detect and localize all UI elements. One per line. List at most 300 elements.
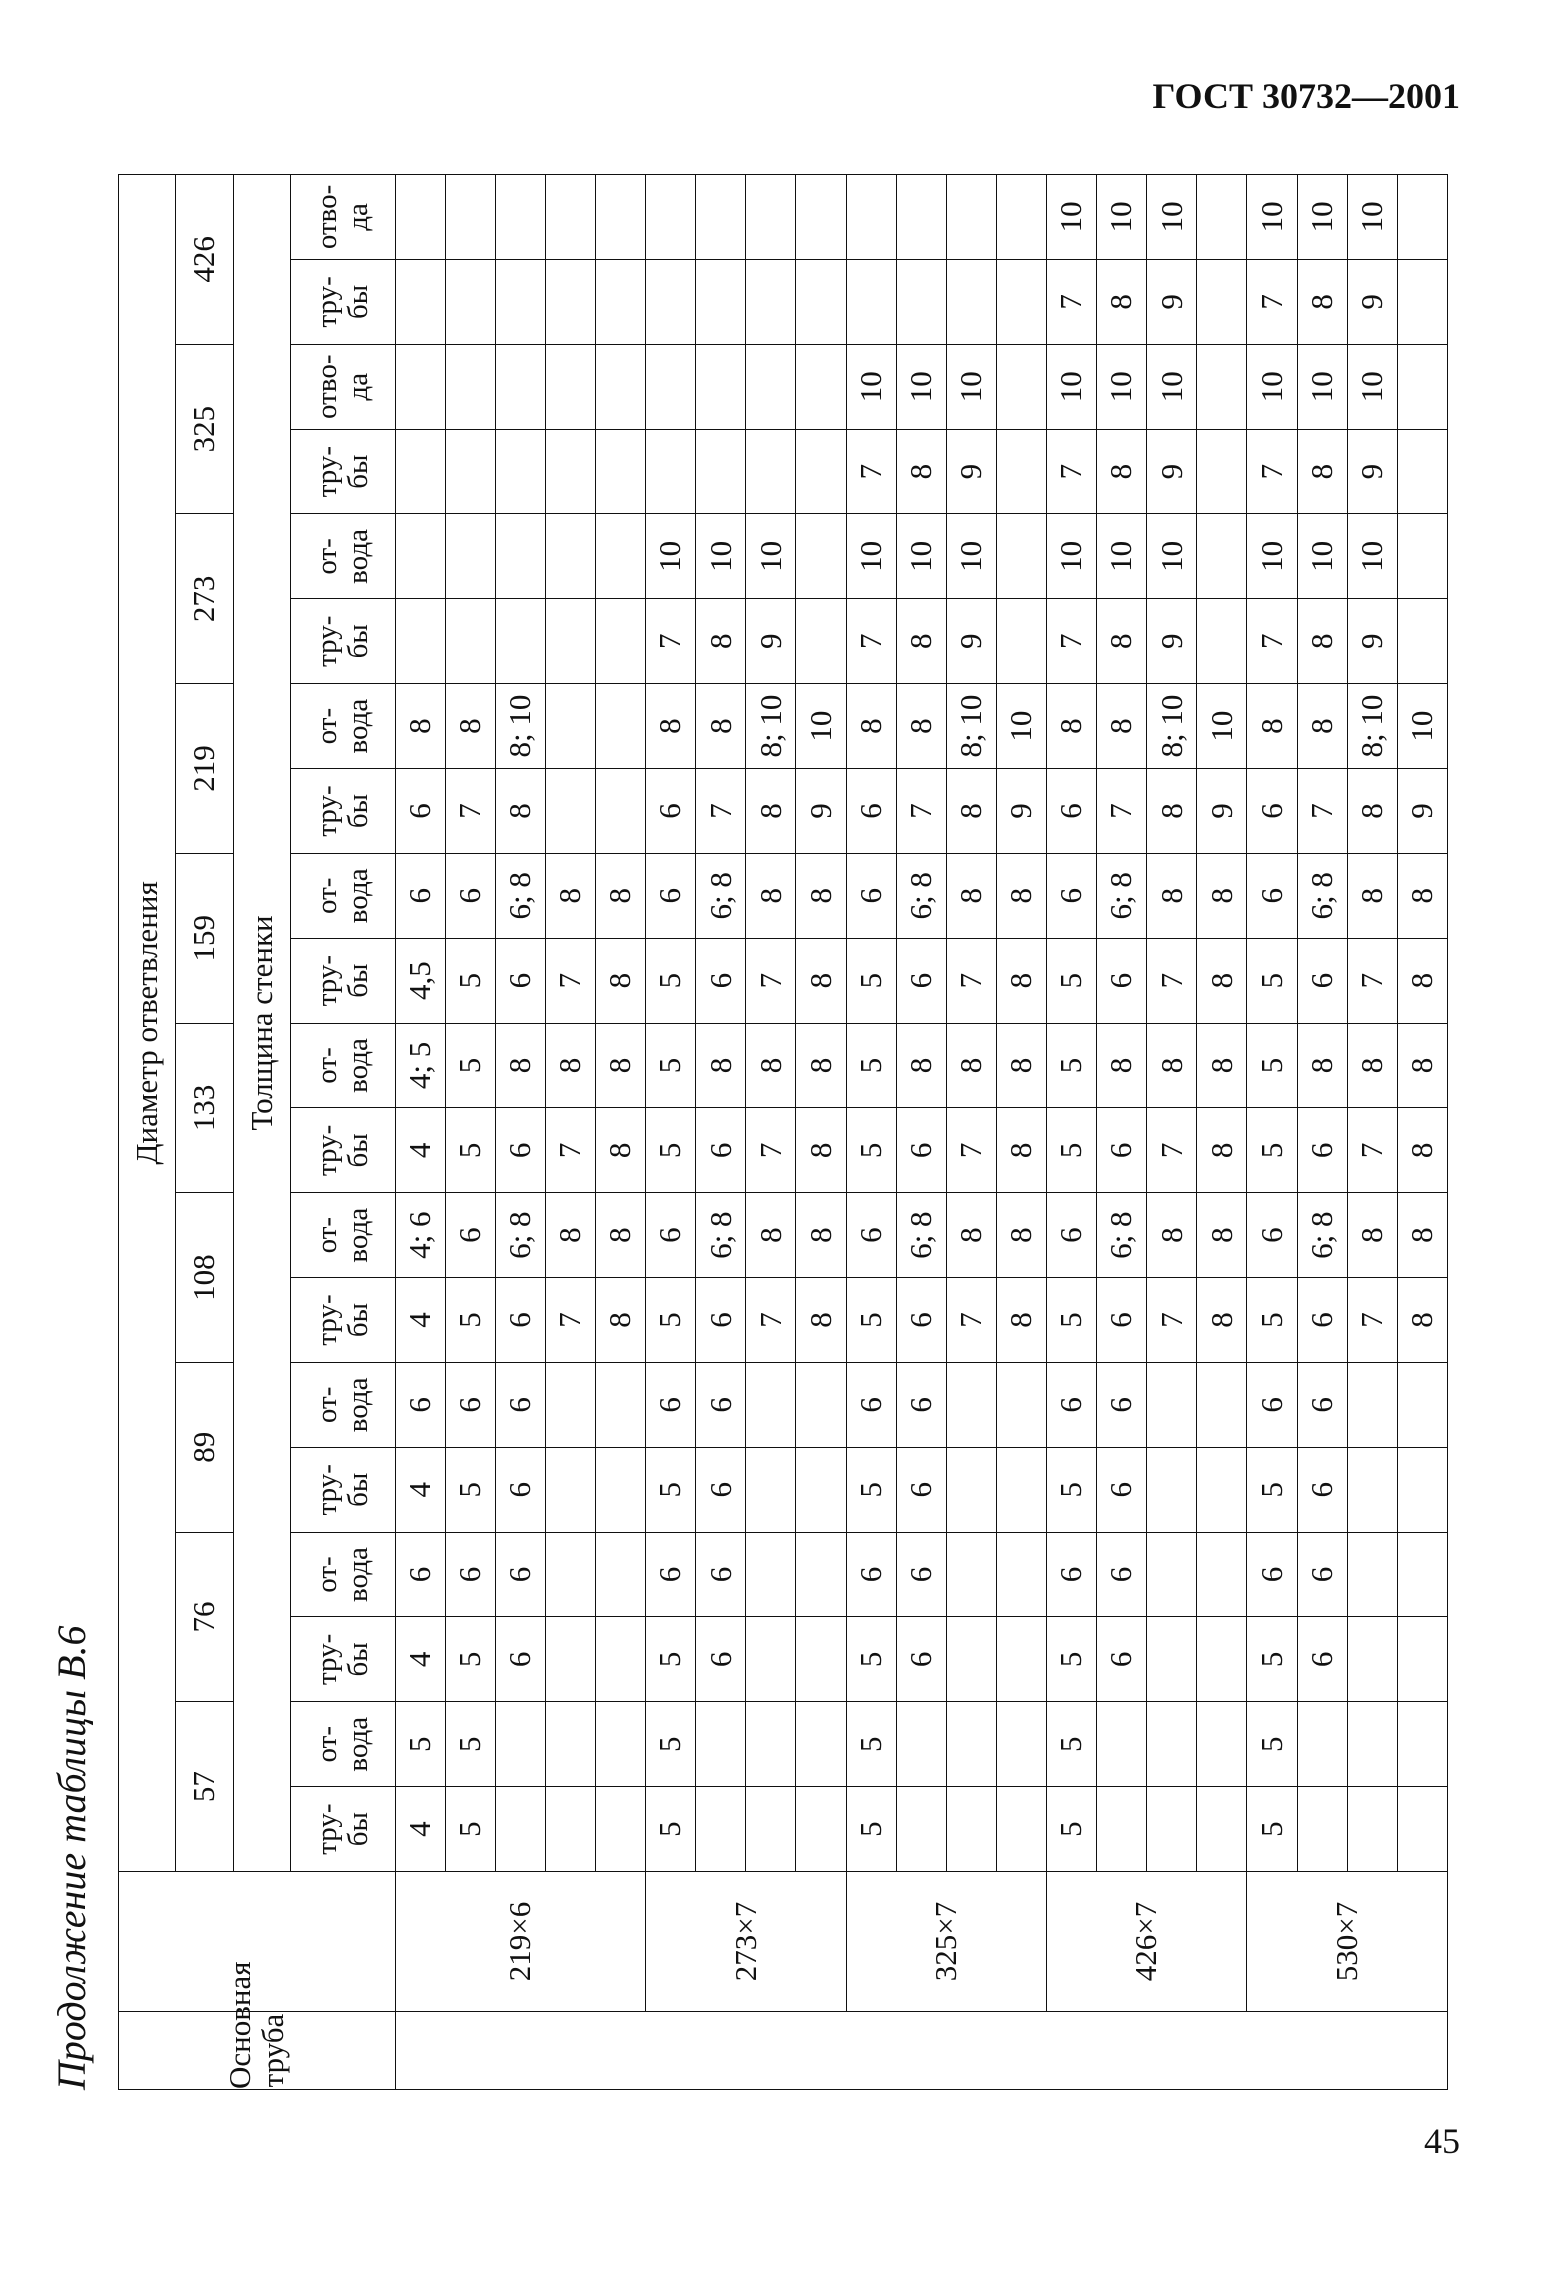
table-cell: 8 xyxy=(1097,259,1147,344)
table-cell: 10 xyxy=(1247,514,1297,599)
sub-header-branch: от- вода xyxy=(291,684,395,769)
table-cell: 5 xyxy=(445,1787,495,1872)
sub-header-branch: отво- да xyxy=(291,344,395,429)
table-cell xyxy=(946,1447,996,1532)
table-cell xyxy=(1397,1532,1447,1617)
table-cell: 6 xyxy=(896,1362,946,1447)
table-cell: 5 xyxy=(846,1447,896,1532)
table-cell: 8 xyxy=(796,1023,846,1108)
table-cell: 8 xyxy=(1197,1023,1247,1108)
table-cell xyxy=(1397,1447,1447,1532)
table-cell: 6; 8 xyxy=(495,853,545,938)
table-cell xyxy=(746,1532,796,1617)
table-cell: 8 xyxy=(1197,1108,1247,1193)
table-cell: 6 xyxy=(1297,1532,1347,1617)
table-cell: 6 xyxy=(646,1193,696,1278)
table-cell: 10 xyxy=(796,684,846,769)
table-cell: 6 xyxy=(495,1362,545,1447)
table-cell: 8 xyxy=(796,1193,846,1278)
table-cell: 7 xyxy=(1147,938,1197,1023)
table-cell: 6 xyxy=(846,1532,896,1617)
table-cell xyxy=(545,1532,595,1617)
table-cell xyxy=(596,599,646,684)
table-cell xyxy=(1397,514,1447,599)
table-cell: 7 xyxy=(545,1278,595,1363)
table-cell: 8 xyxy=(1347,769,1397,854)
table-cell: 5 xyxy=(395,1702,445,1787)
table-cell: 6 xyxy=(1297,1108,1347,1193)
table-cell xyxy=(846,174,896,259)
table-cell xyxy=(746,1362,796,1447)
diameter-108: 108 xyxy=(176,1193,233,1363)
table-cell: 9 xyxy=(1147,259,1197,344)
table-cell xyxy=(1397,1702,1447,1787)
table-cell xyxy=(545,174,595,259)
table-cell: 8 xyxy=(796,853,846,938)
table-cell: 6 xyxy=(1047,853,1097,938)
table-cell xyxy=(1197,1702,1247,1787)
table-cell: 8 xyxy=(796,938,846,1023)
table-cell: 6 xyxy=(846,769,896,854)
table-cell xyxy=(545,429,595,514)
table-cell xyxy=(1397,344,1447,429)
table-cell: 9 xyxy=(1147,429,1197,514)
table-cell xyxy=(1197,344,1247,429)
table-cell xyxy=(445,514,495,599)
table-cell xyxy=(495,1702,545,1787)
table-cell: 7 xyxy=(1097,769,1147,854)
table-cell xyxy=(495,1787,545,1872)
sub-header-pipe: тру- бы xyxy=(291,1617,395,1702)
sub-header-branch: от- вода xyxy=(291,1702,395,1787)
table-cell xyxy=(545,599,595,684)
table-cell: 4 xyxy=(395,1447,445,1532)
diameter-57: 57 xyxy=(176,1702,233,1872)
table-cell: 4; 5 xyxy=(395,1023,445,1108)
table-cell: 6 xyxy=(1297,938,1347,1023)
table-cell: 8 xyxy=(1247,684,1297,769)
table-cell xyxy=(1197,1787,1247,1872)
table-cell xyxy=(846,259,896,344)
table-cell: 6 xyxy=(495,1447,545,1532)
table-cell: 10 xyxy=(1097,174,1147,259)
table-cell: 5 xyxy=(1247,1702,1297,1787)
table-cell xyxy=(545,1447,595,1532)
pipe-size-219×6: 219×6 xyxy=(395,1872,646,2012)
table-cell xyxy=(996,174,1046,259)
table-cell: 10 xyxy=(1047,514,1097,599)
table-cell xyxy=(1197,599,1247,684)
table-cell xyxy=(946,1617,996,1702)
rotated-table-wrapper xyxy=(118,175,1448,2090)
sub-header-branch: от- вода xyxy=(291,1532,395,1617)
table-cell: 6 xyxy=(1097,1617,1147,1702)
table-cell xyxy=(495,259,545,344)
table-cell: 6 xyxy=(696,1362,746,1447)
table-cell: 6 xyxy=(646,769,696,854)
table-cell: 6 xyxy=(445,853,495,938)
table-cell: 9 xyxy=(946,429,996,514)
data-table xyxy=(118,174,1448,2090)
table-cell xyxy=(646,259,696,344)
table-cell: 6 xyxy=(395,853,445,938)
diameter-273: 273 xyxy=(176,514,233,684)
table-cell: 8 xyxy=(495,769,545,854)
table-cell: 8 xyxy=(596,938,646,1023)
table-cell xyxy=(395,174,445,259)
table-cell: 5 xyxy=(646,1702,696,1787)
table-cell: 8 xyxy=(1147,769,1197,854)
table-cell: 6 xyxy=(1097,1362,1147,1447)
table-cell xyxy=(596,1787,646,1872)
table-cell: 6 xyxy=(445,1532,495,1617)
table-cell xyxy=(445,259,495,344)
table-cell: 5 xyxy=(1247,1278,1297,1363)
table-cell xyxy=(545,1362,595,1447)
table-cell xyxy=(1347,1447,1397,1532)
table-cell xyxy=(646,429,696,514)
table-cell xyxy=(1147,1447,1197,1532)
table-cell xyxy=(1197,1447,1247,1532)
sub-header-branch: от- вода xyxy=(291,1362,395,1447)
sub-header-pipe: тру- бы xyxy=(291,1447,395,1532)
table-cell: 10 xyxy=(1147,514,1197,599)
table-cell xyxy=(796,599,846,684)
table-cell: 7 xyxy=(1297,769,1347,854)
table-cell xyxy=(996,1532,1046,1617)
table-cell: 5 xyxy=(646,1023,696,1108)
table-cell: 7 xyxy=(946,938,996,1023)
table-cell: 7 xyxy=(896,769,946,854)
table-cell xyxy=(1397,1787,1447,1872)
table-cell: 5 xyxy=(846,1278,896,1363)
table-cell xyxy=(896,1702,946,1787)
table-cell: 8 xyxy=(596,1193,646,1278)
table-cell xyxy=(896,1787,946,1872)
table-cell: 5 xyxy=(1047,1787,1097,1872)
table-cell: 6 xyxy=(1247,769,1297,854)
table-cell: 8 xyxy=(1097,429,1147,514)
table-cell: 8 xyxy=(796,1278,846,1363)
table-cell xyxy=(796,1532,846,1617)
table-cell: 9 xyxy=(796,769,846,854)
table-cell: 6 xyxy=(896,1532,946,1617)
table-cell: 6 xyxy=(1097,938,1147,1023)
table-cell: 5 xyxy=(846,1617,896,1702)
table-cell xyxy=(896,259,946,344)
pipe-size-325×7: 325×7 xyxy=(846,1872,1046,2012)
table-cell: 6 xyxy=(395,769,445,854)
table-cell: 7 xyxy=(696,769,746,854)
table-cell: 8 xyxy=(996,1023,1046,1108)
pipe-size-273×7: 273×7 xyxy=(646,1872,846,2012)
table-cell: 6 xyxy=(495,1108,545,1193)
table-cell xyxy=(746,344,796,429)
table-cell xyxy=(395,344,445,429)
table-cell: 10 xyxy=(1247,174,1297,259)
table-cell: 8; 10 xyxy=(495,684,545,769)
table-cell xyxy=(996,1787,1046,1872)
table-cell: 4 xyxy=(395,1787,445,1872)
table-cell: 9 xyxy=(1397,769,1447,854)
table-cell: 8 xyxy=(596,1023,646,1108)
pipe-size-530×7: 530×7 xyxy=(1247,1872,1448,2012)
table-cell: 8 xyxy=(946,1193,996,1278)
table-cell: 8 xyxy=(1347,1193,1397,1278)
table-cell: 10 xyxy=(1297,344,1347,429)
sub-header-branch: от- вода xyxy=(291,514,395,599)
table-cell: 10 xyxy=(1047,344,1097,429)
sub-header-pipe: тру- бы xyxy=(291,769,395,854)
table-cell xyxy=(1397,1362,1447,1447)
table-cell: 8 xyxy=(746,853,796,938)
table-cell xyxy=(596,1362,646,1447)
table-cell: 6 xyxy=(1297,1278,1347,1363)
table-cell xyxy=(646,344,696,429)
table-cell: 8 xyxy=(445,684,495,769)
table-cell: 8 xyxy=(696,684,746,769)
table-cell xyxy=(696,344,746,429)
table-cell: 7 xyxy=(445,769,495,854)
table-cell: 6 xyxy=(1297,1362,1347,1447)
table-cell: 10 xyxy=(996,684,1046,769)
table-cell: 7 xyxy=(946,1108,996,1193)
table-cell xyxy=(946,174,996,259)
table-cell xyxy=(1347,1617,1397,1702)
table-cell: 5 xyxy=(1047,1702,1097,1787)
table-cell: 6 xyxy=(1097,1447,1147,1532)
table-cell xyxy=(596,514,646,599)
sub-header-pipe: тру- бы xyxy=(291,429,395,514)
table-cell: 6 xyxy=(1047,1362,1097,1447)
sub-header-pipe: тру- бы xyxy=(291,1108,395,1193)
table-cell: 8 xyxy=(996,1108,1046,1193)
table-cell xyxy=(1397,429,1447,514)
table-cell xyxy=(1397,259,1447,344)
table-cell xyxy=(996,1617,1046,1702)
table-cell xyxy=(596,259,646,344)
table-cell: 7 xyxy=(646,599,696,684)
table-cell: 6 xyxy=(646,1362,696,1447)
table-cell: 7 xyxy=(545,1108,595,1193)
table-cell: 10 xyxy=(1147,344,1197,429)
table-cell: 8; 10 xyxy=(746,684,796,769)
table-cell: 7 xyxy=(1147,1278,1197,1363)
table-cell: 6 xyxy=(395,1362,445,1447)
table-cell: 6 xyxy=(1247,1362,1297,1447)
table-cell: 8 xyxy=(1297,684,1347,769)
table-cell xyxy=(1297,1702,1347,1787)
table-cell: 8 xyxy=(1197,1193,1247,1278)
table-cell xyxy=(1397,599,1447,684)
table-cell: 8 xyxy=(395,684,445,769)
table-cell: 5 xyxy=(1047,1447,1097,1532)
table-cell xyxy=(746,1787,796,1872)
table-cell: 8 xyxy=(996,938,1046,1023)
table-cell: 4 xyxy=(395,1108,445,1193)
table-cell xyxy=(746,1447,796,1532)
table-cell xyxy=(1397,1617,1447,1702)
table-cell: 6 xyxy=(1297,1617,1347,1702)
table-cell: 9 xyxy=(1347,599,1397,684)
table-cell: 5 xyxy=(445,938,495,1023)
table-cell: 5 xyxy=(1247,1787,1297,1872)
table-cell: 8 xyxy=(1097,1023,1147,1108)
table-cell: 8 xyxy=(1397,1108,1447,1193)
table-cell: 8 xyxy=(1397,1193,1447,1278)
table-cell xyxy=(495,344,545,429)
table-cell: 6; 8 xyxy=(1097,853,1147,938)
table-cell: 8 xyxy=(996,853,1046,938)
table-cell xyxy=(646,174,696,259)
table-cell: 6; 8 xyxy=(1297,1193,1347,1278)
table-cell: 10 xyxy=(1297,514,1347,599)
table-cell: 6 xyxy=(495,1278,545,1363)
table-cell: 7 xyxy=(1047,599,1097,684)
table-cell: 8 xyxy=(596,853,646,938)
sub-header-branch: от- вода xyxy=(291,1023,395,1108)
table-cell: 8 xyxy=(946,853,996,938)
sub-header-branch: отво- да xyxy=(291,174,395,259)
table-cell: 6 xyxy=(696,938,746,1023)
table-cell: 6 xyxy=(1247,1532,1297,1617)
table-cell: 5 xyxy=(846,1108,896,1193)
table-cell: 6 xyxy=(1247,853,1297,938)
table-cell xyxy=(596,174,646,259)
table-cell: 5 xyxy=(1047,1617,1097,1702)
table-cell: 8 xyxy=(696,1023,746,1108)
table-cell: 6 xyxy=(696,1617,746,1702)
table-cell: 8 xyxy=(896,684,946,769)
table-cell: 6 xyxy=(1297,1447,1347,1532)
table-cell xyxy=(445,429,495,514)
table-cell xyxy=(495,599,545,684)
table-cell: 6; 8 xyxy=(896,853,946,938)
table-cell: 5 xyxy=(1247,1023,1297,1108)
table-cell: 5 xyxy=(1047,1023,1097,1108)
table-cell xyxy=(946,1702,996,1787)
table-cell xyxy=(1347,1532,1397,1617)
table-cell xyxy=(796,1447,846,1532)
table-cell xyxy=(596,429,646,514)
table-cell xyxy=(946,1362,996,1447)
table-cell xyxy=(796,174,846,259)
table-cell xyxy=(746,174,796,259)
table-cell xyxy=(1347,1362,1397,1447)
table-cell: 5 xyxy=(1047,938,1097,1023)
table-cell: 8 xyxy=(1097,684,1147,769)
table-cell: 5 xyxy=(445,1023,495,1108)
table-cell: 8 xyxy=(1197,938,1247,1023)
table-cell xyxy=(996,259,1046,344)
sub-header-pipe: тру- бы xyxy=(291,599,395,684)
table-cell: 10 xyxy=(1347,174,1397,259)
table-cell xyxy=(596,1617,646,1702)
table-cell: 8; 10 xyxy=(1347,684,1397,769)
table-cell xyxy=(596,769,646,854)
diameter-219: 219 xyxy=(176,684,233,854)
table-cell xyxy=(796,429,846,514)
table-cell: 8 xyxy=(1297,259,1347,344)
table-cell: 10 xyxy=(1347,344,1397,429)
table-cell: 7 xyxy=(1247,259,1297,344)
table-cell: 6 xyxy=(1097,1532,1147,1617)
table-cell: 8 xyxy=(746,769,796,854)
table-cell: 6; 8 xyxy=(1297,853,1347,938)
table-cell xyxy=(746,1617,796,1702)
table-cell: 8; 10 xyxy=(1147,684,1197,769)
standard-number: ГОСТ 30732—2001 xyxy=(1152,76,1460,116)
table-cell: 6; 8 xyxy=(1097,1193,1147,1278)
table-cell: 4,5 xyxy=(395,938,445,1023)
table-cell xyxy=(1197,1532,1247,1617)
table-cell: 4 xyxy=(395,1278,445,1363)
table-cell: 10 xyxy=(1147,174,1197,259)
table-cell: 5 xyxy=(646,938,696,1023)
table-cell: 5 xyxy=(1247,1447,1297,1532)
table-cell xyxy=(1197,429,1247,514)
table-cell: 6 xyxy=(896,938,946,1023)
table-cell: 8 xyxy=(1197,853,1247,938)
table-cell: 8 xyxy=(1297,599,1347,684)
table-cell: 7 xyxy=(746,1108,796,1193)
table-cell xyxy=(395,429,445,514)
table-caption: Продолжение таблицы В.6 xyxy=(49,1625,94,2090)
table-cell: 8 xyxy=(1147,1193,1197,1278)
table-cell: 5 xyxy=(646,1108,696,1193)
table-cell: 7 xyxy=(1347,1278,1397,1363)
table-cell xyxy=(1347,1787,1397,1872)
table-cell xyxy=(545,344,595,429)
table-cell xyxy=(1147,1702,1197,1787)
table-cell xyxy=(1197,1362,1247,1447)
table-cell: 6 xyxy=(495,1617,545,1702)
table-cell: 8 xyxy=(1347,1023,1397,1108)
table-cell: 5 xyxy=(445,1617,495,1702)
table-cell xyxy=(696,174,746,259)
table-cell: 5 xyxy=(445,1278,495,1363)
table-cell: 6 xyxy=(1047,769,1097,854)
main-pipe-header: Основная труба xyxy=(119,2012,396,2090)
table-cell: 8 xyxy=(1147,853,1197,938)
table-cell: 6 xyxy=(696,1532,746,1617)
table-cell: 6; 8 xyxy=(896,1193,946,1278)
table-cell xyxy=(545,1787,595,1872)
table-cell: 8 xyxy=(746,1023,796,1108)
table-cell xyxy=(1197,1617,1247,1702)
table-cell xyxy=(596,344,646,429)
diameter-426: 426 xyxy=(176,174,233,344)
table-cell xyxy=(1397,174,1447,259)
table-cell: 9 xyxy=(1347,259,1397,344)
table-cell: 6 xyxy=(696,1108,746,1193)
table-cell: 5 xyxy=(1247,1108,1297,1193)
table-cell: 10 xyxy=(1397,684,1447,769)
table-cell xyxy=(395,514,445,599)
table-cell: 8 xyxy=(896,429,946,514)
table-cell: 8 xyxy=(1047,684,1097,769)
table-cell: 7 xyxy=(1047,429,1097,514)
table-cell: 5 xyxy=(846,1787,896,1872)
table-cell xyxy=(545,684,595,769)
table-cell: 10 xyxy=(1197,684,1247,769)
table-cell xyxy=(896,174,946,259)
diameter-159: 159 xyxy=(176,853,233,1023)
table-cell: 8 xyxy=(545,1193,595,1278)
table-cell xyxy=(946,1532,996,1617)
sub-header-pipe: тру- бы xyxy=(291,938,395,1023)
table-cell: 5 xyxy=(445,1108,495,1193)
